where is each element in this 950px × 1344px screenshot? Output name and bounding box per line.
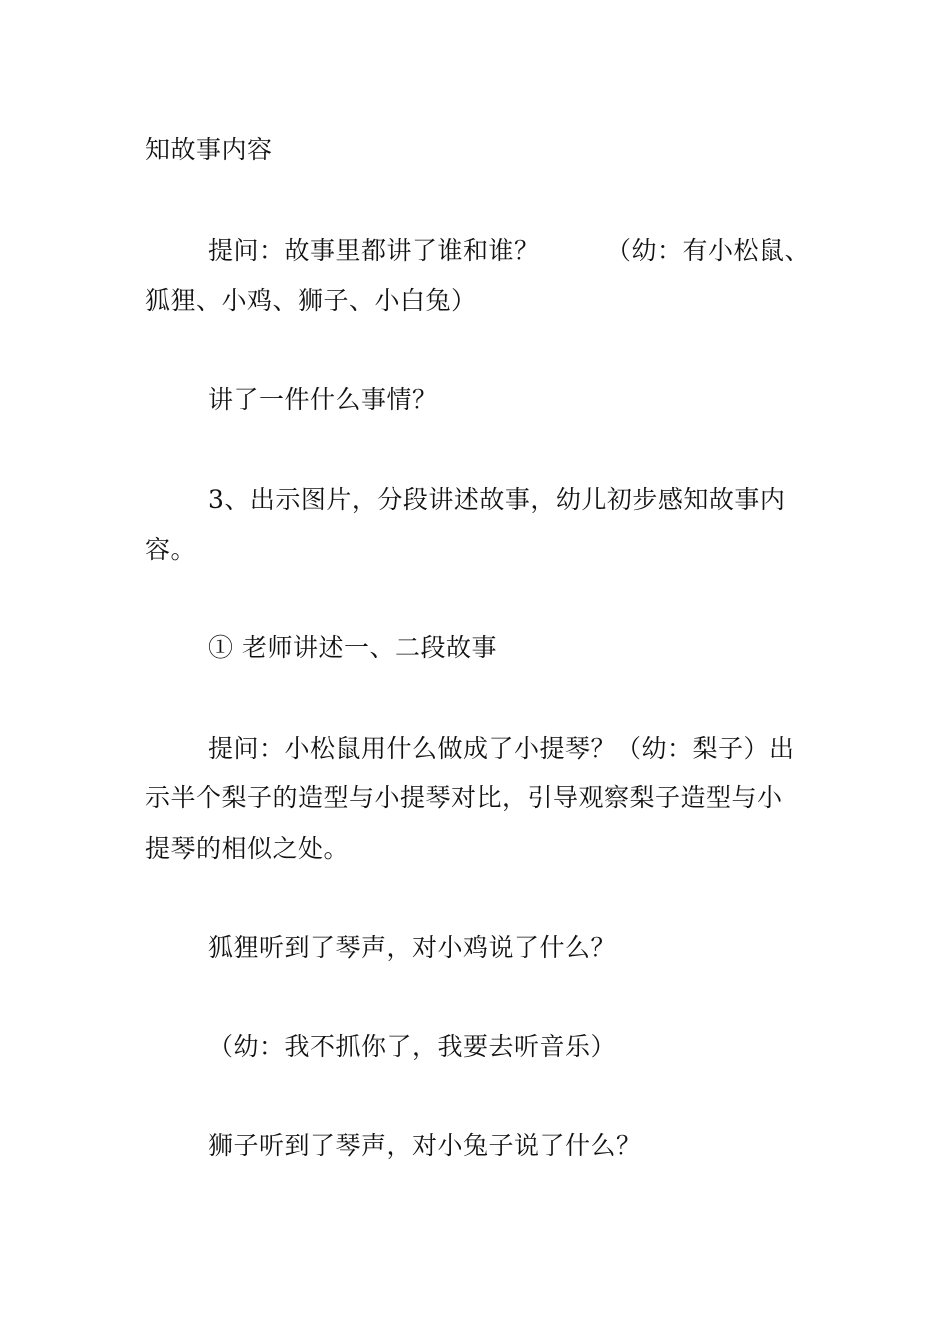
text-line-7: ① 老师讲述一、二段故事 — [208, 633, 497, 662]
text-line-6: 容。 — [145, 535, 197, 564]
text-line-4: 讲了一件什么事情？ — [208, 385, 438, 414]
text-line-13: 狮子听到了琴声，对小兔子说了什么？ — [208, 1131, 642, 1160]
question-text: 提问：故事里都讲了谁和谁？ — [208, 236, 540, 265]
text-line-3: 狐狸、小鸡、狮子、小白兔） — [145, 286, 477, 315]
text-line-1: 知故事内容 — [145, 135, 273, 164]
text-line-9: 示半个梨子的造型与小提琴对比，引导观察梨子造型与小 — [145, 783, 783, 812]
text-line-5: 3、出示图片，分段讲述故事，幼儿初步感知故事内 — [208, 485, 786, 514]
paragraph-question-who — [208, 238, 810, 263]
text-line-8: 提问：小松鼠用什么做成了小提琴？（幼：梨子）出 — [208, 734, 795, 763]
answer-text: （幼：有小松鼠、 — [605, 236, 810, 265]
text-line-11: 狐狸听到了琴声，对小鸡说了什么？ — [208, 933, 617, 962]
text-line-12: （幼：我不抓你了，我要去听音乐） — [208, 1032, 617, 1061]
text-line-10: 提琴的相似之处。 — [145, 834, 350, 863]
